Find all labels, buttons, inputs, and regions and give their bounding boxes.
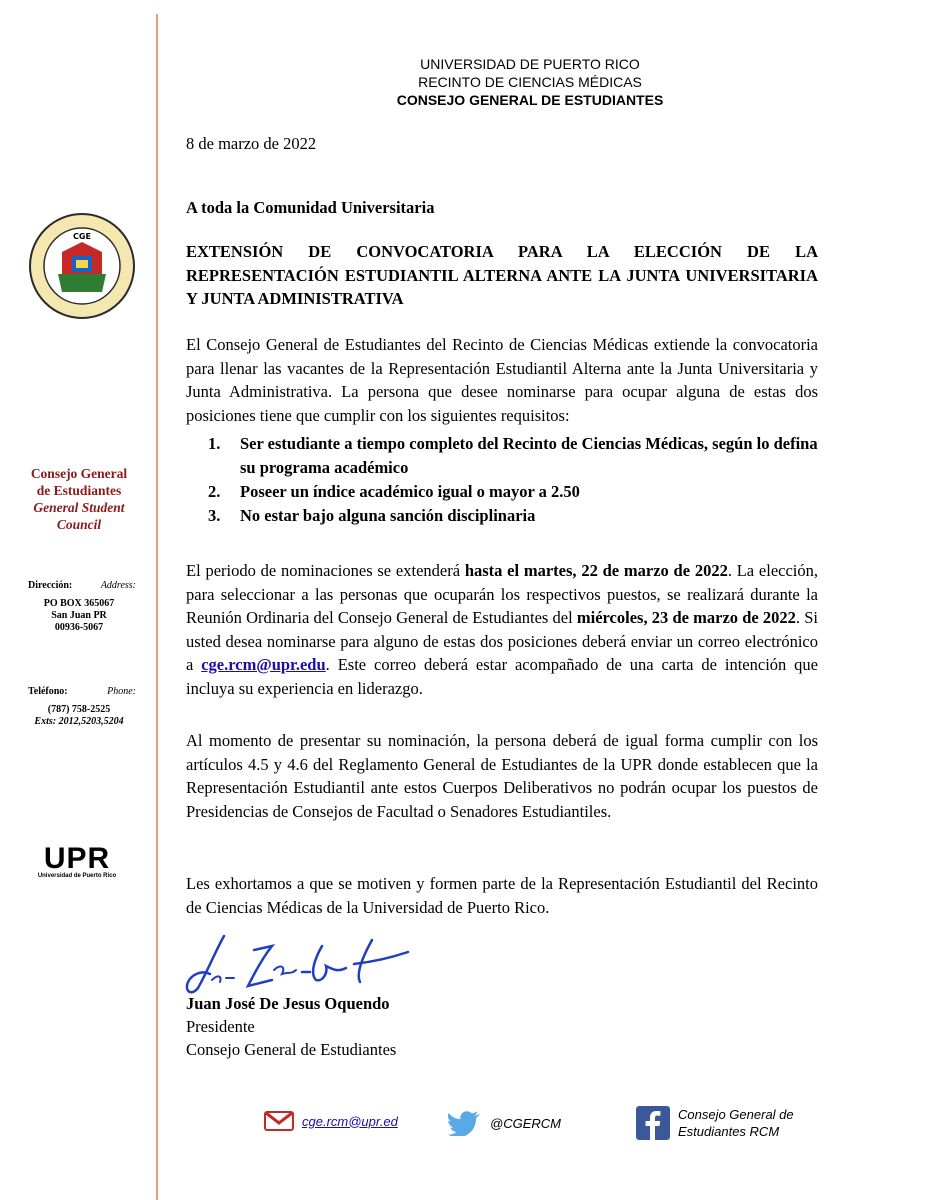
sidebar-address bbox=[16, 580, 142, 634]
address-label-es: Dirección: bbox=[28, 580, 73, 591]
paragraph-2: El periodo de nominaciones se extenderá hasta el martes, 22 de marzo de 2022. La elección, para seleccionar a las personas que ocuparán los respectivos puestos, se realizará durante la Reunión Ordinaria del Consejo General de Estudiantes del miércoles, 23 de marzo de 2022. Si usted desea nominarse para alguno de estas dos posiciones deberá enviar un correo electrónico a cge.rcm@upr.edu. Este correo deberá estar acompañado de una carta de intención que incluya su experiencia en liderazgo. bbox=[186, 561, 818, 698]
signer-organization: Consejo General de Estudiantes bbox=[186, 1040, 397, 1059]
footer-twitter[interactable] bbox=[448, 1110, 561, 1136]
letter-greeting: A toda la Comunidad Universitaria bbox=[186, 198, 435, 217]
facebook-icon bbox=[636, 1106, 670, 1140]
header-line-3: CONSEJO GENERAL DE ESTUDIANTES bbox=[396, 92, 664, 108]
footer-email-text[interactable]: cge.rcm@upr.ed bbox=[302, 1113, 398, 1129]
letter-date: 8 de marzo de 2022 bbox=[186, 134, 317, 153]
margin-line bbox=[156, 14, 158, 1200]
footer-facebook-line-2[interactable]: Estudiantes RCM bbox=[678, 1124, 780, 1139]
header-line-1: UNIVERSIDAD DE PUERTO RICO bbox=[420, 56, 640, 72]
address-line: San Juan PR bbox=[51, 610, 107, 621]
list-item: 2. Poseer un índice académico igual o mayor a 2.50 bbox=[208, 482, 580, 501]
address-label-en: Address: bbox=[100, 580, 136, 591]
twitter-icon bbox=[448, 1110, 482, 1136]
email-link[interactable]: cge.rcm@upr.edu bbox=[201, 655, 326, 674]
phone-label-es: Teléfono: bbox=[28, 686, 68, 697]
list-item: 3. No estar bajo alguna sanción disciplinaria bbox=[208, 506, 536, 525]
footer-facebook-line-1[interactable]: Consejo General de bbox=[678, 1107, 794, 1122]
cge-seal-icon bbox=[28, 212, 136, 320]
footer-email[interactable] bbox=[264, 1110, 398, 1132]
footer-twitter-handle[interactable]: @CGERCM bbox=[490, 1115, 561, 1131]
phone-number: (787) 758-2525 bbox=[47, 704, 111, 715]
seal-text: CGE bbox=[73, 232, 91, 241]
election-date: miércoles, 23 de marzo de 2022 bbox=[576, 608, 796, 627]
list-item: 1. Ser estudiante a tiempo completo del Recinto de Ciencias Médicas, según lo defina su programa académico bbox=[208, 434, 818, 477]
paragraph-1: El Consejo General de Estudiantes del Recinto de Ciencias Médicas extiende la convocatoria para llenar las vacantes de la Representación Estudiantil Alterna ante la Junta Universitaria y Junta Administrativa. La persona que desee nominarse para ocupar alguna de estas dos posiciones tiene que cumplir con los siguientes requisitos: bbox=[186, 335, 818, 425]
paragraph-4: Les exhortamos a que se motiven y formen parte de la Representación Estudiantil del Recinto de Ciencias Médicas de la Universidad de Puerto Rico. bbox=[186, 874, 818, 917]
signer-name: Juan José De Jesus Oquendo bbox=[186, 994, 390, 1013]
address-line: 00936-5067 bbox=[54, 622, 104, 633]
paragraph-3: Al momento de presentar su nominación, la persona deberá de igual forma cumplir con los artículos 4.5 y 4.6 del Reglamento General de Estudiantes de la UPR donde establecen que la Representación Estudiantil ante estos Cuerpos Deliberativos no podrán ocupar los puestos de Presidencias de Consejos de Facultad o Senadores Estudiantiles. bbox=[186, 731, 818, 821]
requirements-list bbox=[208, 432, 818, 528]
address-line: PO BOX 365067 bbox=[43, 598, 115, 609]
phone-extensions: Exts: 2012,5203,5204 bbox=[34, 716, 124, 727]
signer-title: Presidente bbox=[186, 1017, 255, 1036]
gmail-icon bbox=[264, 1110, 294, 1132]
letter-subject: EXTENSIÓN DE CONVOCATORIA PARA LA ELECCIÓN DE LA REPRESENTACIÓN ESTUDIANTIL ALTERNA ANTE LA JUNTA UNIVERSITARIA Y JUNTA ADMINISTRATIVA bbox=[186, 242, 818, 308]
sidebar-phone bbox=[16, 686, 142, 728]
letterhead bbox=[330, 55, 730, 109]
sidebar-title: Consejo General de Estudiantes General Student Council bbox=[30, 466, 128, 532]
signature-block bbox=[186, 992, 396, 1061]
signature-icon bbox=[176, 930, 416, 1000]
footer-facebook[interactable] bbox=[636, 1106, 794, 1140]
upr-logo: UPR Universidad de Puerto Rico bbox=[37, 842, 117, 879]
header-line-2: RECINTO DE CIENCIAS MÉDICAS bbox=[418, 74, 642, 90]
deadline-date: hasta el martes, 22 de marzo de 2022 bbox=[464, 561, 728, 580]
phone-label-en: Phone: bbox=[107, 686, 136, 697]
